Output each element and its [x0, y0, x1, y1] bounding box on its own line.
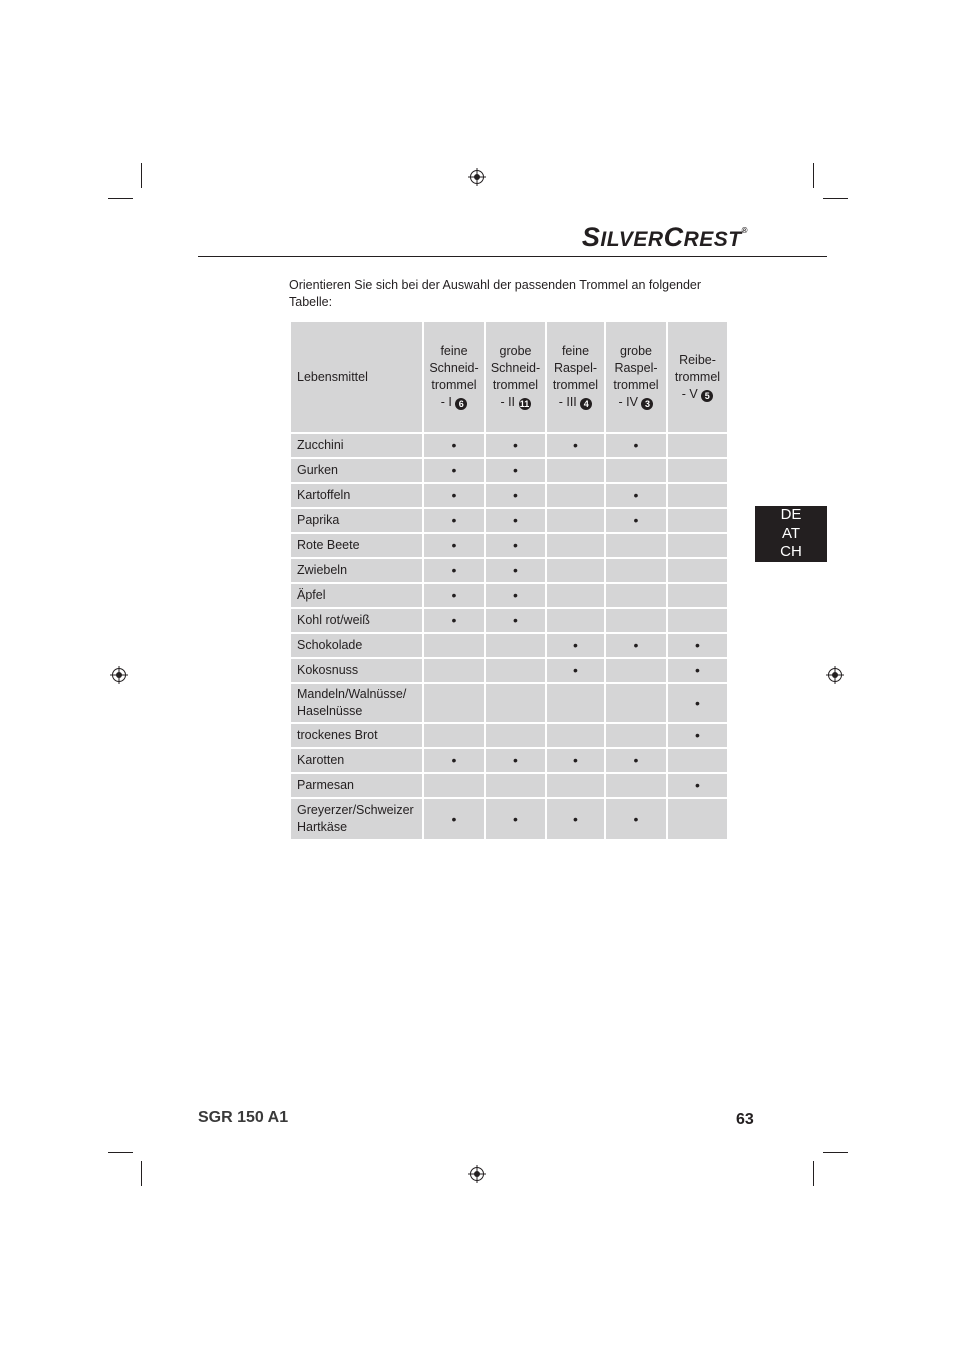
suitability-cell: •	[667, 683, 728, 723]
suitability-cell	[423, 683, 485, 723]
suitability-cell: •	[423, 508, 485, 533]
suitability-cell	[667, 583, 728, 608]
suitability-cell	[667, 483, 728, 508]
suitability-cell: •	[485, 433, 546, 458]
suitability-cell: •	[423, 483, 485, 508]
food-name-cell: Parmesan	[290, 773, 423, 798]
suitability-cell: •	[423, 558, 485, 583]
suitability-cell: •	[423, 748, 485, 773]
suitability-cell	[667, 508, 728, 533]
table-row	[290, 798, 728, 840]
suitability-cell: •	[485, 483, 546, 508]
suitability-cell	[546, 508, 605, 533]
header-line: feine	[561, 344, 590, 358]
suitability-cell	[546, 483, 605, 508]
food-name-cell: Kohl rot/weiß	[290, 608, 423, 633]
suitability-cell: •	[605, 798, 667, 840]
suitability-cell	[423, 633, 485, 658]
crop-mark	[141, 1161, 142, 1186]
header-line	[424, 394, 484, 411]
header-line: Schneid-	[429, 361, 479, 375]
header-line: trommel	[492, 378, 539, 392]
header-line-text: - V	[681, 386, 698, 401]
header-line: trommel	[613, 378, 659, 392]
suitability-cell: •	[423, 458, 485, 483]
suitability-cell	[485, 633, 546, 658]
header-cell-food: Lebensmittel	[290, 321, 423, 433]
suitability-cell	[423, 773, 485, 798]
table-row	[290, 683, 728, 723]
suitability-cell	[605, 533, 667, 558]
suitability-cell	[667, 798, 728, 840]
table-row	[290, 633, 728, 658]
suitability-cell	[605, 583, 667, 608]
suitability-cell	[667, 458, 728, 483]
crop-mark	[823, 1152, 848, 1153]
suitability-cell	[546, 558, 605, 583]
table-row	[290, 583, 728, 608]
header-line: Raspel-	[614, 361, 658, 375]
registration-mark-icon	[110, 666, 128, 684]
food-name-cell: trockenes Brot	[290, 723, 423, 748]
suitability-cell	[667, 608, 728, 633]
suitability-cell: •	[485, 608, 546, 633]
suitability-cell: •	[485, 798, 546, 840]
crop-mark	[141, 163, 142, 188]
table-row	[290, 558, 728, 583]
food-name-cell: Karotten	[290, 748, 423, 773]
food-name-cell: Kokosnuss	[290, 658, 423, 683]
suitability-cell	[546, 723, 605, 748]
registration-mark-icon	[468, 168, 486, 186]
suitability-cell	[605, 658, 667, 683]
suitability-cell: •	[667, 633, 728, 658]
page-number: 63	[736, 1111, 754, 1128]
crop-mark	[813, 163, 814, 188]
suitability-cell: •	[485, 558, 546, 583]
food-name-cell: Kartoffeln	[290, 483, 423, 508]
suitability-cell: •	[605, 633, 667, 658]
table-header-row	[290, 321, 728, 433]
food-name-cell: Paprika	[290, 508, 423, 533]
suitability-cell	[546, 458, 605, 483]
suitability-cell: •	[485, 458, 546, 483]
header-line: trommel	[552, 378, 599, 392]
intro-text: Orientieren Sie sich bei der Auswahl der passenden Trommel an folgender Tabelle:	[289, 278, 702, 309]
suitability-cell: •	[485, 508, 546, 533]
suitability-cell	[423, 658, 485, 683]
table-row	[290, 658, 728, 683]
brand-logo: SILVERCREST®	[581, 222, 748, 252]
suitability-cell: •	[546, 633, 605, 658]
food-name-cell: Schokolade	[290, 633, 423, 658]
table-row	[290, 723, 728, 748]
table-row	[290, 748, 728, 773]
table-row	[290, 533, 728, 558]
registration-mark-icon	[826, 666, 844, 684]
suitability-cell	[667, 558, 728, 583]
food-name-cell: Zucchini	[290, 433, 423, 458]
language-code: AT	[781, 524, 801, 542]
part-number-badge: 5	[701, 390, 713, 402]
header-cell-drum	[605, 321, 667, 433]
suitability-cell: •	[667, 658, 728, 683]
suitability-cell: •	[605, 483, 667, 508]
food-name-cell: Gurken	[290, 458, 423, 483]
suitability-cell	[605, 558, 667, 583]
crop-mark	[108, 1152, 133, 1153]
header-line: grobe	[620, 344, 652, 358]
header-line: trommel	[431, 378, 477, 392]
part-number-badge: 6	[455, 398, 467, 410]
header-line	[486, 394, 545, 411]
table-row	[290, 608, 728, 633]
header-line: Schneid-	[490, 361, 541, 375]
table-row	[290, 483, 728, 508]
table-row	[290, 458, 728, 483]
crop-mark	[108, 198, 133, 199]
table-row	[290, 508, 728, 533]
suitability-cell: •	[423, 583, 485, 608]
model-number: SGR 150 A1	[198, 1109, 289, 1126]
suitability-cell	[605, 608, 667, 633]
suitability-cell	[546, 773, 605, 798]
suitability-cell: •	[546, 433, 605, 458]
suitability-cell: •	[485, 533, 546, 558]
food-name-cell: Greyerzer/Schweizer Hartkäse	[290, 798, 423, 840]
crop-mark	[823, 198, 848, 199]
suitability-cell	[667, 533, 728, 558]
header-line: Raspel-	[553, 361, 598, 375]
suitability-cell	[605, 458, 667, 483]
header-line-text: - II	[500, 395, 516, 409]
suitability-cell	[423, 723, 485, 748]
suitability-cell: •	[605, 433, 667, 458]
suitability-cell: •	[546, 658, 605, 683]
registration-mark-icon	[468, 1165, 486, 1183]
suitability-cell	[485, 773, 546, 798]
suitability-cell: •	[485, 748, 546, 773]
header-line: Reibe-	[679, 352, 716, 367]
suitability-cell: •	[546, 798, 605, 840]
suitability-cell: •	[667, 773, 728, 798]
suitability-cell	[485, 658, 546, 683]
suitability-cell	[546, 583, 605, 608]
suitability-cell	[667, 748, 728, 773]
suitability-cell	[546, 533, 605, 558]
drum-selection-table	[289, 320, 729, 841]
header-line: feine	[440, 344, 468, 358]
part-number-badge: 4	[580, 398, 592, 410]
table-row	[290, 433, 728, 458]
part-number-badge: 3	[641, 398, 653, 410]
header-line-text: - IV	[618, 395, 638, 409]
suitability-cell	[485, 683, 546, 723]
table-row	[290, 773, 728, 798]
language-code: CH	[780, 543, 802, 560]
suitability-cell	[605, 723, 667, 748]
header-cell-drum	[546, 321, 605, 433]
header-line: trommel	[674, 369, 721, 384]
header-line-text: - III	[558, 395, 577, 409]
header-line	[547, 394, 604, 411]
language-tab	[755, 506, 827, 562]
suitability-cell: •	[423, 433, 485, 458]
food-name-cell: Äpfel	[290, 583, 423, 608]
suitability-cell	[605, 773, 667, 798]
suitability-cell: •	[605, 748, 667, 773]
suitability-cell	[485, 723, 546, 748]
header-cell-drum	[423, 321, 485, 433]
suitability-cell	[667, 433, 728, 458]
suitability-cell: •	[485, 583, 546, 608]
header-line	[668, 386, 727, 403]
food-name-cell: Mandeln/Walnüsse/ Haselnüsse	[290, 683, 423, 723]
suitability-cell: •	[605, 508, 667, 533]
food-name-cell: Rote Beete	[290, 533, 423, 558]
header-line-text: - I	[440, 395, 452, 409]
crop-mark	[813, 1161, 814, 1186]
suitability-cell: •	[667, 723, 728, 748]
suitability-cell: •	[423, 608, 485, 633]
suitability-cell: •	[423, 533, 485, 558]
suitability-cell	[546, 608, 605, 633]
suitability-cell: •	[423, 798, 485, 840]
header-rule	[198, 256, 827, 257]
header-cell-drum	[667, 321, 728, 433]
language-code: DE	[780, 506, 802, 523]
food-name-cell: Zwiebeln	[290, 558, 423, 583]
header-line: grobe	[499, 344, 532, 358]
suitability-cell	[546, 683, 605, 723]
part-number-badge: 11	[519, 399, 530, 409]
header-cell-drum	[485, 321, 546, 433]
header-line	[606, 394, 666, 411]
suitability-cell: •	[546, 748, 605, 773]
suitability-cell	[605, 683, 667, 723]
